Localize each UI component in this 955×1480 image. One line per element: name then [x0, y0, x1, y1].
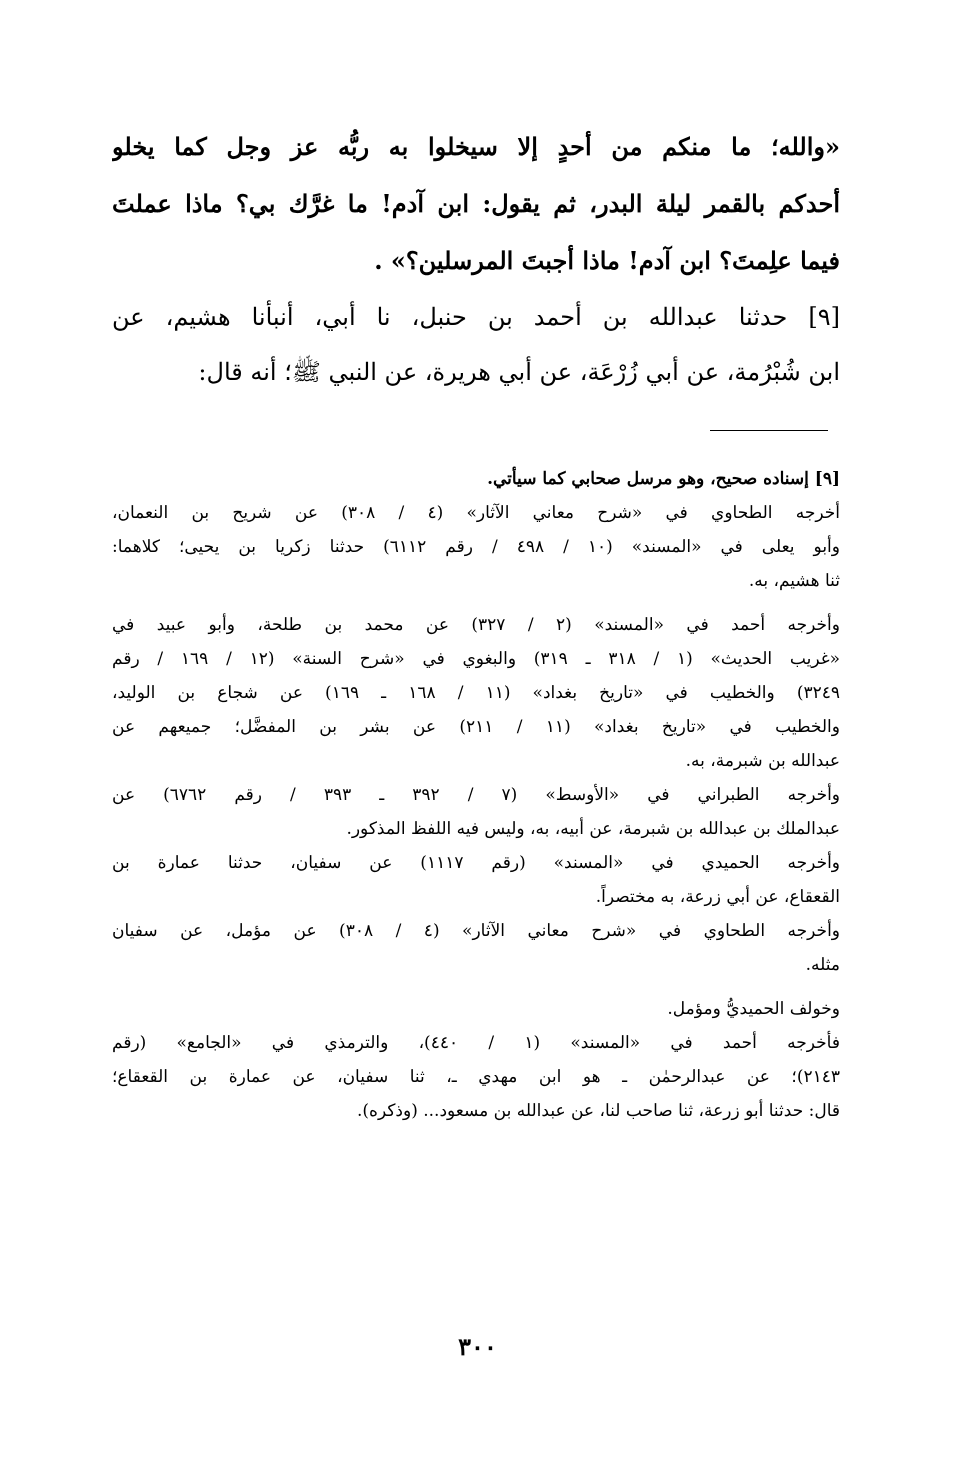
hadith-line: أحدكم بالقمر ليلة البدر، ثم يقول: ابن آدم! ما غرَّك بي؟ ماذا عملتَ — [112, 189, 840, 218]
footnote-line: «غريب الحديث» (١ / ٣١٨ ـ ٣١٩) والبغوي في «شرح السنة» (١٢ / ١٦٩ / رقم — [112, 649, 840, 669]
footnote-line: وأخرجه أحمد في «المسند» (٢ / ٣٢٧) عن محمد بن طلحة، وأبو عبيد في — [112, 615, 840, 635]
footnote-line: وأبو يعلى في «المسند» (١٠ / ٤٩٨ / رقم ٦١١٢) حدثنا زكريا بن يحيى؛ كلاهما: — [112, 537, 840, 557]
narration-line: ابن شُبْرُمة، عن أبي زُرْعَة، عن أبي هريرة، عن النبي ﷺ؛ أنه قال: — [198, 358, 840, 386]
footnote-separator — [710, 430, 828, 431]
footnote-line: وأخرجه الحميدي في «المسند» (رقم ١١١٧) عن سفيان، حدثنا عمارة بن — [112, 853, 840, 873]
footnote-line: عبدالملك بن عبدالله بن شبرمة، عن أبيه، به، وليس فيه اللفظ المذكور. — [346, 819, 840, 839]
footnote-line: فأخرجه أحمد في «المسند» (١ / ٤٤٠)، والترمذي في «الجامع» (رقم — [112, 1033, 840, 1053]
narration-text — [112, 290, 840, 400]
footnote-line: وأخرجه الطبراني في «الأوسط» (٧ / ٣٩٢ ـ ٣٩٣ / رقم ٦٧٦٢) عن — [112, 785, 840, 805]
footnote-line: ٣٢٤٩) والخطيب في «تاريخ بغداد» (١١ / ١٦٨ ـ ١٦٩) عن شجاع بن الوليد، — [112, 683, 840, 703]
footnote-line: ٢١٤٣)؛ عن عبدالرحمٰن ـ هو ابن مهدي ـ، ثنا سفيان، عن عمارة بن القعقاع؛ — [112, 1067, 840, 1087]
page-number: ٣٠٠ — [458, 1332, 497, 1361]
footnote-line: أخرجه الطحاوي في «شرح معاني الآثار» (٤ / ٣٠٨) عن شريح بن النعمان، — [112, 503, 840, 523]
footnote-line: والخطيب في «تاريخ بغداد» (١١ / ٢١١) عن بشر بن المفضَّل؛ جميعهم عن — [112, 717, 840, 737]
footnote-line: ثنا هشيم، به. — [748, 571, 840, 591]
footnote-line: قال: حدثنا أبو زرعة، ثنا صاحب لنا، عن عبدالله بن مسعود... (وذكره). — [357, 1101, 840, 1121]
footnote-line: مثله. — [805, 955, 840, 975]
footnote-line: وخولف الحميديُّ ومؤمل. — [667, 999, 840, 1019]
footnote-line: وأخرجه الطحاوي في «شرح معاني الآثار» (٤ / ٣٠٨) عن مؤمل، عن سفيان — [112, 921, 840, 941]
footnotes — [112, 462, 840, 1128]
hadith-text — [112, 118, 840, 289]
hadith-line: «والله؛ ما منكم من أحدٍ إلا سيخلوا به ربُّه عز وجل كما يخلو — [112, 132, 840, 161]
hadith-line: فيما علِمتَ؟ ابن آدم! ماذا أجبتَ المرسلين؟» . — [374, 246, 840, 275]
footnote-heading: [٩] إسناده صحيح، وهو مرسل صحابي كما سيأتي. — [487, 469, 840, 489]
footnote-line: عبدالله بن شبرمة، به. — [685, 751, 840, 771]
narration-line: [٩] حدثنا عبدالله بن أحمد بن حنبل، نا أبي، أنبأنا هشيم، عن — [112, 303, 840, 331]
footnote-line: القعقاع، عن أبي زرعة، به مختصراً. — [595, 887, 840, 907]
